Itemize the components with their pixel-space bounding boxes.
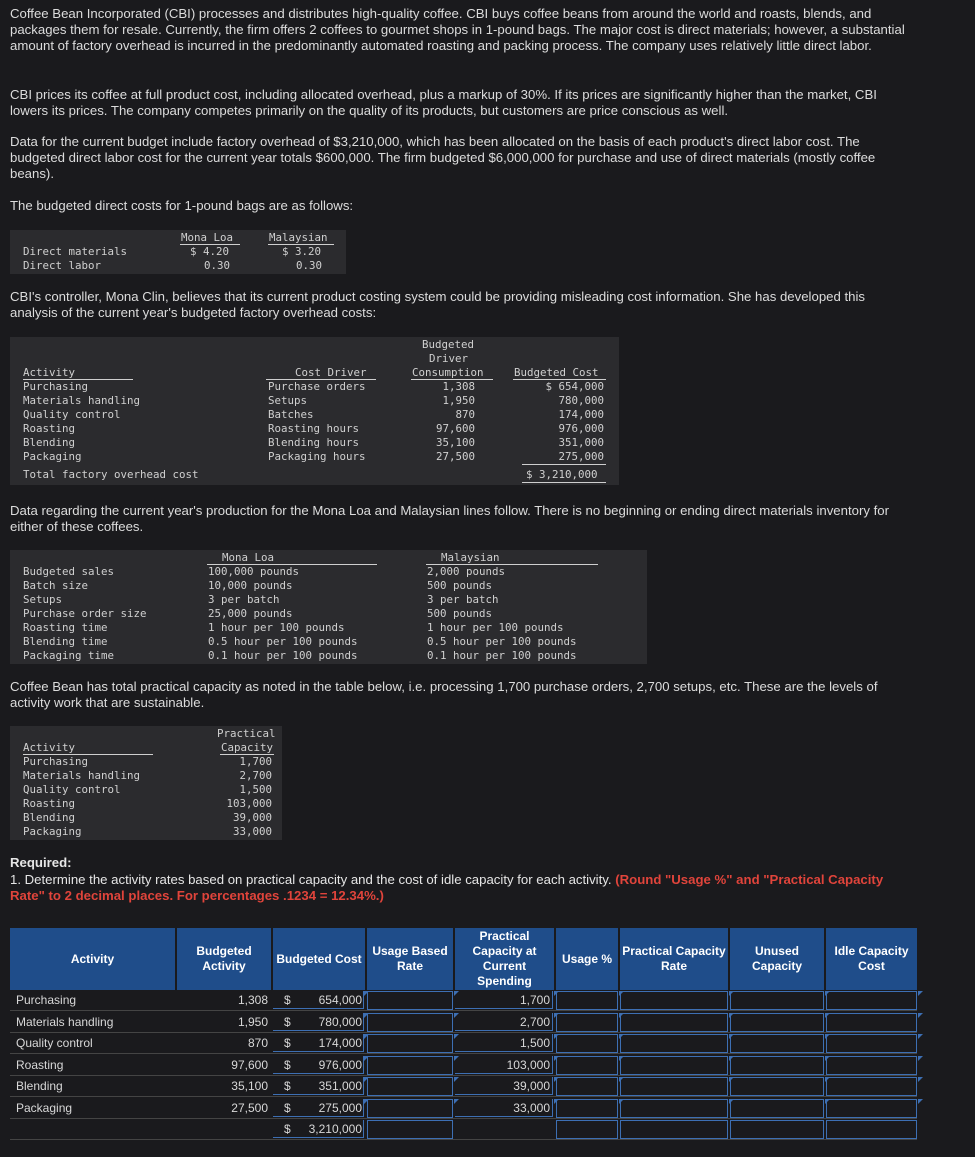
unused-capacity-input[interactable] [730, 1077, 824, 1096]
practical-rate-input[interactable] [620, 1077, 728, 1096]
dollar-sign: $ [284, 1014, 291, 1029]
header-unused-capacity: Unused Capacity [730, 928, 824, 990]
practical-capacity: 1,500 [519, 1036, 550, 1050]
malaysian-value: 500 pounds [427, 579, 493, 592]
intro-paragraph: Coffee Bean Incorporated (CBI) processes and distributes high-quality coffee. CBI buys coffee beans from around the world and roasts, blends, and packages them for resale. Currently, the firm offers 2 coffees to gourmet shops in 1-pound bags. The major cost is direct materials; however, a substantial amount of factory overhead is incurred in the predominantly automated roasting and packing process. The company uses relatively little direct labor. [10, 6, 905, 53]
activity-label: Blending [23, 436, 76, 449]
input-marker-icon [364, 1077, 369, 1082]
idle-cost-input[interactable] [826, 1056, 917, 1075]
budget-paragraph: Data for the current budget include factory overhead of $3,210,000, which has been allocated on the basis of each product's direct labor cost. The budgeted direct labor cost for the current year totals $600,000. The firm budgeted $6,000,000 for purchase and use of direct materials (mostly coffee beans). [10, 134, 876, 181]
header-text: Driver [429, 352, 469, 365]
usage-rate-input[interactable] [367, 1013, 453, 1032]
total-value: $ 3,210,000 [526, 468, 598, 481]
practical-rate-input[interactable] [620, 1013, 728, 1032]
total-label: Total factory overhead cost [23, 468, 199, 481]
budgeted-activity: 1,950 [237, 1014, 268, 1029]
cost-driver: Packaging hours [268, 450, 366, 463]
budgeted-cost: 654,000 [318, 993, 362, 1007]
input-marker-icon [918, 991, 923, 996]
table-row [10, 1098, 917, 1119]
total-row [10, 1119, 917, 1140]
usage-pct-input[interactable] [556, 1099, 618, 1118]
header-budgeted-activity: Budgeted Activity [177, 928, 271, 990]
input-marker-icon [554, 1056, 559, 1061]
capacity-cell-border [455, 991, 553, 1009]
production-paragraph: Data regarding the current year's production for the Mona Loa and Malaysian lines follow. There is no beginning or ending direct materials inventory for either of these coffees. [10, 503, 890, 534]
required-title: Required: [10, 855, 72, 870]
input-marker-icon [554, 1077, 559, 1082]
table-row [10, 990, 917, 1011]
unused-capacity-input[interactable] [730, 1099, 824, 1118]
practical-capacity: 2,700 [239, 769, 272, 782]
cost-driver: Batches [268, 408, 314, 421]
budgeted-cost: $ 654,000 [545, 380, 604, 393]
cost-cell-border [273, 1034, 364, 1052]
table-row [10, 1055, 917, 1076]
production-table [10, 550, 647, 664]
input-marker-icon [918, 1077, 923, 1082]
activity-label: Quality control [23, 783, 121, 796]
dollar-sign: $ [284, 1079, 291, 1093]
budgeted-activity: 97,600 [231, 1057, 268, 1072]
input-marker-icon [619, 1034, 624, 1039]
driver-consumption: 1,308 [442, 380, 475, 393]
practical-capacity: 39,000 [232, 811, 272, 824]
header-practical-capacity: Practical Capacity at Current Spending [455, 928, 554, 990]
header-text: Practical [217, 727, 276, 740]
input-marker-icon [364, 991, 369, 996]
dollar-sign: $ [284, 1036, 291, 1050]
dollar-sign: $ [284, 1100, 291, 1115]
required-instruction: 1. Determine the activity rates based on practical capacity and the cost of idle capacity for each activity. [10, 872, 612, 887]
activity-label: Purchasing [16, 993, 77, 1007]
activity-label: Purchasing [23, 755, 89, 768]
dollar-sign: $ [284, 1122, 291, 1136]
dollar-sign: $ [284, 993, 291, 1007]
row-divider [10, 1139, 917, 1140]
input-marker-icon [825, 991, 830, 996]
input-marker-icon [619, 991, 624, 996]
row-label: Setups [23, 593, 63, 606]
cost-cell-border [273, 1056, 364, 1074]
practical-capacity: 33,000 [232, 825, 272, 838]
total-cost-border [273, 1120, 364, 1138]
usage-pct-input[interactable] [556, 1120, 618, 1139]
capacity-cell-border [455, 1034, 553, 1052]
overhead-table [10, 337, 619, 485]
input-marker-icon [554, 1099, 559, 1104]
row-label: Batch size [23, 579, 89, 592]
direct-costs-intro: The budgeted direct costs for 1-pound bags are as follows: [10, 198, 354, 213]
header-text: Capacity [221, 741, 274, 754]
input-marker-icon [454, 991, 459, 996]
usage-rate-input[interactable] [367, 991, 453, 1010]
input-marker-icon [364, 1099, 369, 1104]
budgeted-cost: 275,000 [558, 450, 604, 463]
input-marker-icon [825, 1034, 830, 1039]
col-mona-loa: Mona Loa [222, 551, 275, 564]
activity-label: Roasting [16, 1057, 64, 1072]
activity-label: Blending [23, 811, 76, 824]
cost-driver: Roasting hours [268, 422, 360, 435]
input-marker-icon [825, 1099, 830, 1104]
driver-consumption: 35,100 [435, 436, 475, 449]
row-label: Direct materials [23, 245, 128, 258]
cost-driver: Blending hours [268, 436, 360, 449]
mona-loa-value: 1 hour per 100 pounds [208, 621, 345, 634]
table-row [10, 1076, 917, 1097]
input-marker-icon [619, 1077, 624, 1082]
practical-capacity: 33,000 [513, 1100, 550, 1115]
budgeted-activity: 35,100 [231, 1079, 268, 1093]
budgeted-cost: 976,000 [318, 1057, 362, 1072]
unused-capacity-input[interactable] [730, 991, 824, 1010]
header-activity: Activity [10, 928, 175, 990]
usage-pct-input[interactable] [556, 991, 618, 1010]
unused-capacity-input[interactable] [730, 1056, 824, 1075]
capacity-table [10, 726, 282, 840]
header-activity: Activity [23, 741, 76, 754]
direct-costs-table [10, 230, 346, 274]
practical-capacity: 103,000 [226, 797, 272, 810]
capacity-paragraph: Coffee Bean has total practical capacity as noted in the table below, i.e. processing 1,700 purchase orders, 2,700 setups, etc. These are the levels of activity work that are sustainable. [10, 679, 878, 710]
practical-rate-input[interactable] [620, 1056, 728, 1075]
activity-label: Packaging [23, 825, 82, 838]
input-marker-icon [619, 1013, 624, 1018]
pricing-paragraph: CBI prices its coffee at full product cost, including allocated overhead, plus a markup of 30%. If its prices are significantly higher than the market, CBI lowers its prices. The company competes primarily on the quality of its products, but customers are price conscious as well. [10, 87, 877, 118]
idle-cost-input[interactable] [826, 1034, 917, 1053]
usage-rate-input[interactable] [367, 1099, 453, 1118]
idle-cost-input[interactable] [826, 1099, 917, 1118]
row-label: Budgeted sales [23, 565, 115, 578]
budgeted-cost: 351,000 [558, 436, 604, 449]
usage-rate-input[interactable] [367, 1077, 453, 1096]
malaysian-value: 0.5 hour per 100 pounds [427, 635, 577, 648]
total-budgeted-cost: 3,210,000 [308, 1122, 362, 1136]
input-marker-icon [454, 1034, 459, 1039]
activity-label: Quality control [23, 408, 121, 421]
input-marker-icon [619, 1056, 624, 1061]
capacity-cell-border [455, 1013, 553, 1031]
usage-pct-input[interactable] [556, 1034, 618, 1053]
idle-cost-input[interactable] [826, 1013, 917, 1032]
input-marker-icon [454, 1013, 459, 1018]
input-marker-icon [454, 1077, 459, 1082]
cell-value: $ 3.20 [282, 245, 322, 258]
cell-value: 0.30 [296, 259, 323, 272]
row-label: Direct labor [23, 259, 102, 272]
usage-rate-input[interactable] [367, 1056, 453, 1075]
budgeted-activity: 1,308 [237, 993, 268, 1007]
table-row [10, 1033, 917, 1054]
activity-label: Blending [16, 1079, 63, 1093]
input-marker-icon [554, 991, 559, 996]
input-marker-icon [454, 1099, 459, 1104]
row-label: Purchase order size [23, 607, 147, 620]
cost-driver: Setups [268, 394, 308, 407]
malaysian-value: 1 hour per 100 pounds [427, 621, 564, 634]
capacity-cell-border [455, 1099, 553, 1117]
input-marker-icon [729, 991, 734, 996]
mona-loa-value: 0.1 hour per 100 pounds [208, 649, 358, 662]
practical-capacity: 103,000 [506, 1057, 550, 1072]
input-marker-icon [364, 1013, 369, 1018]
col-malaysian: Malaysian [441, 551, 500, 564]
activity-label: Materials handling [23, 394, 141, 407]
required-text [10, 872, 910, 904]
practical-rate-input[interactable] [620, 1034, 728, 1053]
budgeted-cost: 174,000 [558, 408, 604, 421]
input-marker-icon [619, 1099, 624, 1104]
col-mona-loa: Mona Loa [181, 231, 234, 244]
dollar-sign: $ [284, 1057, 291, 1072]
input-marker-icon [918, 1034, 923, 1039]
header-text: Budgeted [422, 338, 475, 351]
activity-label: Roasting [23, 422, 76, 435]
cost-cell-border [273, 991, 364, 1009]
header-activity: Activity [23, 366, 76, 379]
input-marker-icon [918, 1099, 923, 1104]
mona-loa-value: 10,000 pounds [208, 579, 293, 592]
idle-cost-input[interactable] [826, 1077, 917, 1096]
header-practical-rate: Practical Capacity Rate [620, 928, 728, 990]
idle-cost-input[interactable] [826, 1120, 917, 1139]
usage-rate-input[interactable] [367, 1034, 453, 1053]
cost-driver: Purchase orders [268, 380, 366, 393]
practical-capacity: 1,500 [239, 783, 272, 796]
input-marker-icon [825, 1077, 830, 1082]
driver-consumption: 870 [455, 408, 475, 421]
header-budgeted-cost: Budgeted Cost [273, 928, 365, 990]
input-marker-icon [729, 1056, 734, 1061]
input-marker-icon [729, 1099, 734, 1104]
header-usage-pct: Usage % [556, 928, 618, 990]
col-malaysian: Malaysian [269, 231, 328, 244]
practical-capacity: 2,700 [519, 1014, 550, 1029]
input-marker-icon [825, 1056, 830, 1061]
practical-capacity: 39,000 [513, 1079, 550, 1093]
input-marker-icon [364, 1034, 369, 1039]
malaysian-value: 2,000 pounds [427, 565, 506, 578]
usage-pct-input[interactable] [556, 1013, 618, 1032]
practical-rate-input[interactable] [620, 1120, 728, 1139]
activity-label: Purchasing [23, 380, 89, 393]
mona-loa-value: 25,000 pounds [208, 607, 293, 620]
header-cost-driver: Cost Driver [295, 366, 367, 379]
driver-consumption: 27,500 [435, 450, 475, 463]
unused-capacity-input[interactable] [730, 1120, 824, 1139]
input-marker-icon [554, 1013, 559, 1018]
practical-rate-input[interactable] [620, 1099, 728, 1118]
usage-rate-input[interactable] [367, 1120, 453, 1139]
budgeted-activity: 870 [247, 1036, 268, 1050]
budgeted-cost: 780,000 [318, 1014, 362, 1029]
input-marker-icon [364, 1056, 369, 1061]
budgeted-cost: 351,000 [318, 1079, 362, 1093]
header-idle-cost: Idle Capacity Cost [826, 928, 917, 990]
malaysian-value: 0.1 hour per 100 pounds [427, 649, 577, 662]
capacity-cell-border [455, 1077, 553, 1095]
cost-cell-border [273, 1077, 364, 1095]
cell-value: 0.30 [204, 259, 231, 272]
input-marker-icon [825, 1013, 830, 1018]
input-marker-icon [454, 1056, 459, 1061]
idle-cost-input[interactable] [826, 991, 917, 1010]
activity-label: Packaging [23, 450, 82, 463]
controller-paragraph: CBI's controller, Mona Clin, believes that its current product costing system could be providing misleading cost information. She has developed this analysis of the current year's budgeted factory overhead costs: [10, 289, 866, 320]
budgeted-activity: 27,500 [231, 1100, 268, 1115]
budgeted-cost: 275,000 [318, 1100, 362, 1115]
budgeted-cost: 780,000 [558, 394, 604, 407]
malaysian-value: 500 pounds [427, 607, 493, 620]
cell-value: $ 4.20 [190, 245, 230, 258]
practical-capacity: 1,700 [239, 755, 272, 768]
input-marker-icon [729, 1013, 734, 1018]
input-marker-icon [729, 1077, 734, 1082]
mona-loa-value: 100,000 pounds [208, 565, 300, 578]
input-marker-icon [918, 1013, 923, 1018]
rounding-note: (Round "Usage %" and "Practical Capacity Rate" to 2 decimal places. For percentages .1234 = 12.34%.) [10, 872, 884, 903]
practical-rate-input[interactable] [620, 991, 728, 1010]
practical-capacity: 1,700 [519, 993, 550, 1007]
header-budgeted-cost: Budgeted Cost [514, 366, 599, 379]
input-marker-icon [729, 1034, 734, 1039]
budgeted-cost: 174,000 [318, 1036, 362, 1050]
input-marker-icon [918, 1056, 923, 1061]
input-marker-icon [554, 1034, 559, 1039]
budgeted-cost: 976,000 [558, 422, 604, 435]
header-usage-rate: Usage Based Rate [367, 928, 453, 990]
unused-capacity-input[interactable] [730, 1034, 824, 1053]
header-consumption: Consumption [412, 366, 484, 379]
driver-consumption: 1,950 [442, 394, 475, 407]
row-label: Roasting time [23, 621, 108, 634]
capacity-cell-border [455, 1056, 553, 1074]
activity-label: Quality control [16, 1036, 93, 1050]
table-row [10, 1012, 917, 1033]
activity-label: Packaging [16, 1100, 73, 1115]
activity-label: Materials handling [23, 769, 141, 782]
row-label: Blending time [23, 635, 108, 648]
activity-label: Roasting [23, 797, 76, 810]
unused-capacity-input[interactable] [730, 1013, 824, 1032]
mona-loa-value: 0.5 hour per 100 pounds [208, 635, 358, 648]
row-label: Packaging time [23, 649, 115, 662]
activity-label: Materials handling [16, 1014, 114, 1029]
malaysian-value: 3 per batch [427, 593, 499, 606]
cost-cell-border [273, 1013, 364, 1031]
mona-loa-value: 3 per batch [208, 593, 280, 606]
usage-pct-input[interactable] [556, 1077, 618, 1096]
usage-pct-input[interactable] [556, 1056, 618, 1075]
cost-cell-border [273, 1099, 364, 1117]
driver-consumption: 97,600 [435, 422, 475, 435]
